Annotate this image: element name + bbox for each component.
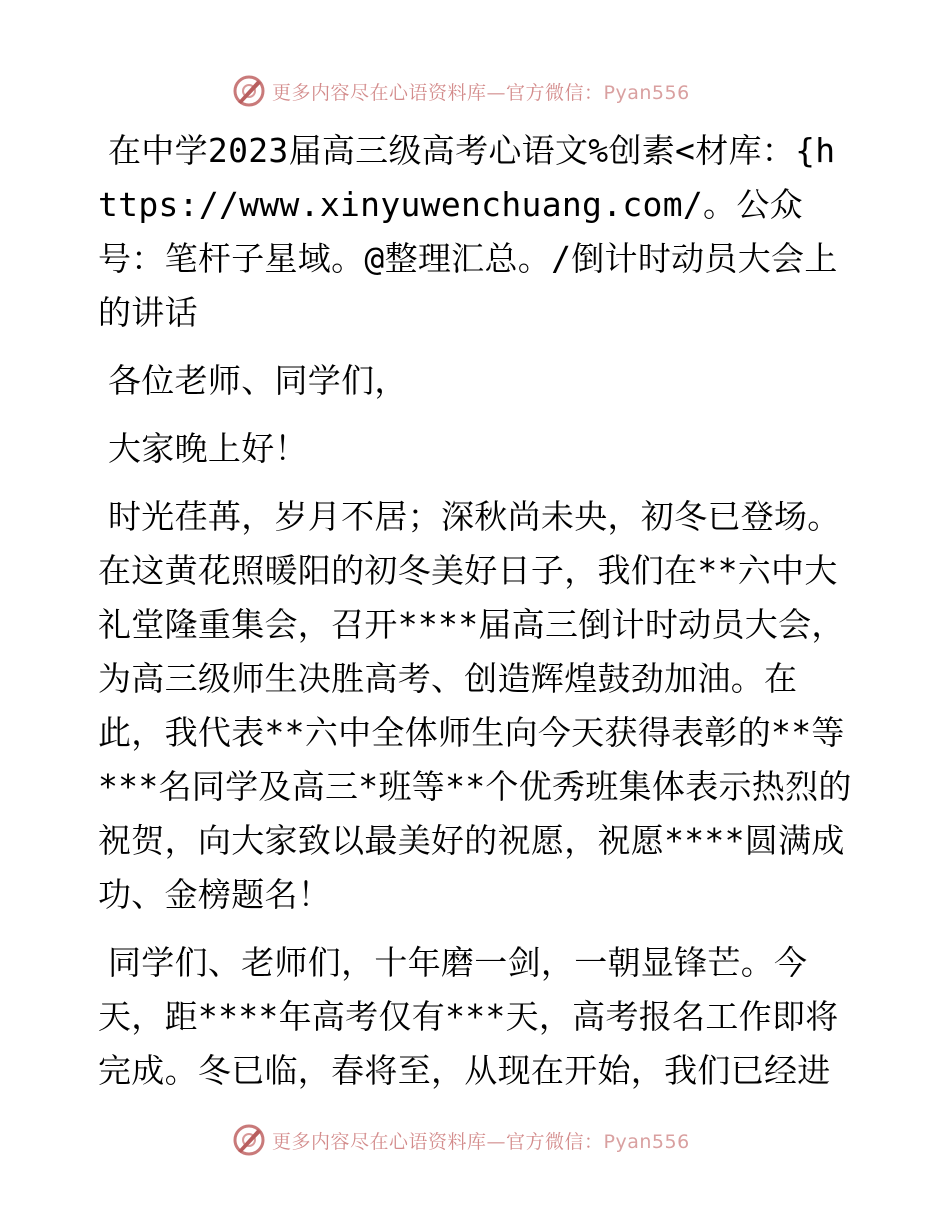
watermark-official: 官方微信： <box>506 81 604 104</box>
paragraph-title: 在中学2023届高三级高考心语文%创素<材库：{https://www.xinyuwenchuang.com/。公众号：笔杆子星域。@整理汇总。/倒计时动员大会上的讲话 <box>98 131 838 332</box>
header-watermark <box>232 73 690 109</box>
paragraph-greeting: 大家晚上好！ <box>108 429 308 468</box>
watermark-brand: 更多内容尽在心语资料库 <box>272 1130 487 1153</box>
paragraph-body-2: 同学们、老师们，十年磨一剑，一朝显锋芒。今天，距****年高考仅有***天，高考报名工作即将完成。冬已临，春将至，从现在开始，我们已经进 <box>98 943 839 1090</box>
quill-logo-icon <box>232 1123 266 1157</box>
document-body <box>98 124 852 1098</box>
watermark-wechat-id: Pyan556 <box>603 81 690 104</box>
quill-logo-icon <box>232 74 266 108</box>
watermark-separator: — <box>486 1130 507 1153</box>
footer-watermark <box>232 1122 690 1158</box>
paragraph-body-1: 时光荏苒，岁月不居；深秋尚未央，初冬已登场。在这黄花照暖阳的初冬美好日子，我们在**六中大礼堂隆重集会，召开****届高三倒计时动员大会，为高三级师生决胜高考、创造辉煌鼓劲加油。在此，我代表**六中全体师生向今天获得表彰的**等***名同学及高三*班等**个优秀班集体表示热烈的祝贺，向大家致以最美好的祝愿，祝愿****圆满成功、金榜题名！ <box>98 497 852 914</box>
watermark-brand: 更多内容尽在心语资料库 <box>272 81 487 104</box>
watermark-wechat-id: Pyan556 <box>603 1130 690 1153</box>
watermark-official: 官方微信： <box>506 1130 604 1153</box>
paragraph-salutation: 各位老师、同学们， <box>108 361 408 400</box>
watermark-separator: — <box>486 81 507 104</box>
